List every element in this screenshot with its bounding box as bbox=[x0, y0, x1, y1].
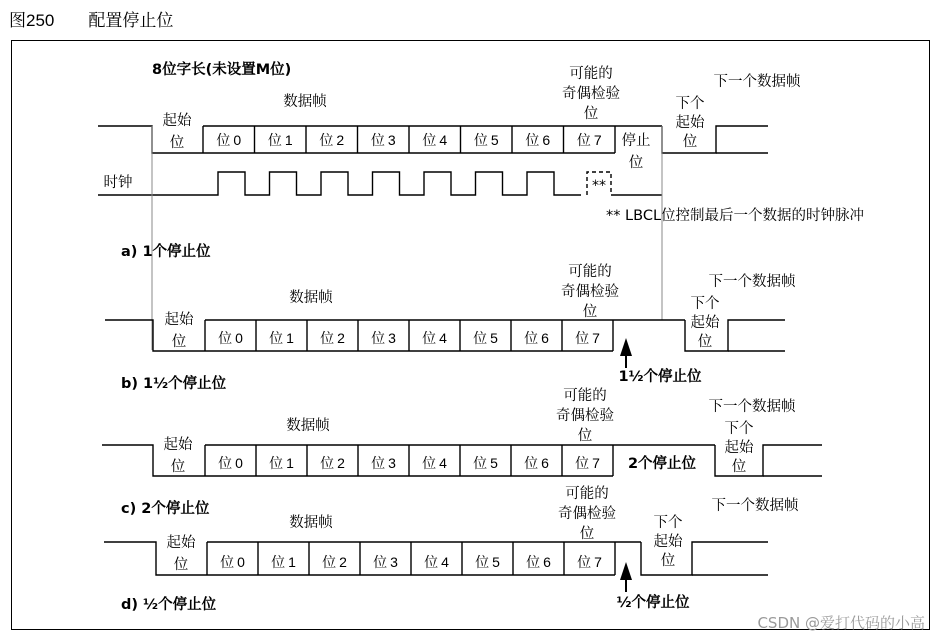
case-d-bit-5: 位 5 bbox=[475, 554, 500, 571]
case-a-next-start-label-line-0: 下个 bbox=[675, 96, 705, 112]
case-b-parity-label-line-0: 可能的 bbox=[568, 264, 612, 280]
case-b-data-frame-label: 数据帧 bbox=[289, 290, 333, 306]
case-a-next-frame-label: 下一个数据帧 bbox=[713, 74, 801, 90]
case-a-bit-5: 位 5 bbox=[473, 132, 499, 149]
case-a-bit-0: 位 0 bbox=[216, 132, 242, 149]
case-b-bit-4: 位 4 bbox=[422, 330, 447, 347]
figure-name: 配置停止位 bbox=[88, 11, 174, 31]
case-c-next-start-label-line-0: 下个 bbox=[724, 421, 754, 437]
case-a-next-start-label-line-1: 起始 bbox=[675, 115, 705, 131]
case-c-bit-2: 位 2 bbox=[320, 455, 345, 472]
case-c-parity-label-line-2: 位 bbox=[577, 428, 593, 444]
case-d-stop-label: ½个停止位 bbox=[616, 595, 690, 611]
case-d-next-frame-label: 下一个数据帧 bbox=[711, 498, 799, 514]
case-b-start-label-line-1: 位 bbox=[171, 334, 187, 350]
lbcl-note: ** LBCL位控制最后一个数据的时钟脉冲 bbox=[605, 208, 865, 224]
case-c-start-label-line-0: 起始 bbox=[163, 437, 193, 453]
case-d-parity-label-line-0: 可能的 bbox=[565, 486, 609, 502]
case-b-stop-label: 1½个停止位 bbox=[618, 369, 702, 385]
case-b-next-start-label-line-2: 位 bbox=[697, 334, 713, 350]
case-d-start-label-line-1: 位 bbox=[173, 557, 189, 573]
case-a-start-label-line-1: 位 bbox=[169, 135, 185, 151]
case-d-bit-1: 位 1 bbox=[271, 554, 296, 571]
case-c-parity-label-line-1: 奇偶检验 bbox=[556, 408, 614, 424]
case-a-data-frame-label: 数据帧 bbox=[283, 94, 327, 110]
case-a-bit-3: 位 3 bbox=[370, 132, 396, 149]
clock-label: 时钟 bbox=[103, 175, 133, 191]
case-b-bit-3: 位 3 bbox=[371, 330, 396, 347]
case-b-bit-0: 位 0 bbox=[218, 330, 243, 347]
case-c-next-frame-label: 下一个数据帧 bbox=[708, 399, 796, 415]
case-c-bit-1: 位 1 bbox=[269, 455, 294, 472]
case-d-bit-6: 位 6 bbox=[526, 554, 551, 571]
case-c-caption: c) 2个停止位 bbox=[121, 501, 210, 517]
case-a-bit-6: 位 6 bbox=[525, 132, 551, 149]
clock-lbcl-marker: ** bbox=[592, 178, 606, 194]
case-c-bit-0: 位 0 bbox=[218, 455, 243, 472]
case-a-next-start-label-line-2: 位 bbox=[682, 134, 698, 150]
case-c-next-start-label-line-1: 起始 bbox=[724, 440, 754, 456]
case-c-start-label-line-1: 位 bbox=[170, 459, 186, 475]
section-title: 8位字长(未设置M位) bbox=[152, 62, 292, 78]
case-c-parity-label-line-0: 可能的 bbox=[563, 388, 607, 404]
case-b-caption: b) 1½个停止位 bbox=[121, 376, 227, 392]
case-a-parity-label-line-1: 奇偶检验 bbox=[562, 86, 620, 102]
watermark: CSDN @爱打代码的小高 bbox=[757, 614, 925, 632]
case-a-bit-2: 位 2 bbox=[319, 132, 345, 149]
case-b-next-start-label-line-0: 下个 bbox=[690, 296, 720, 312]
case-a-parity-label-line-0: 可能的 bbox=[569, 66, 613, 82]
case-d-data-frame-label: 数据帧 bbox=[289, 515, 333, 531]
case-a-stop-label-line-0: 停止 bbox=[621, 133, 651, 149]
case-b-bit-2: 位 2 bbox=[320, 330, 345, 347]
case-c-bit-5: 位 5 bbox=[473, 455, 498, 472]
case-a-start-edge bbox=[98, 126, 203, 153]
case-a-stop-label-line-1: 位 bbox=[628, 155, 644, 171]
case-d-next-start-label-line-2: 位 bbox=[660, 553, 676, 569]
case-a-bit-1: 位 1 bbox=[267, 132, 293, 149]
case-b-parity-label-line-2: 位 bbox=[582, 304, 598, 320]
case-c-bit-7: 位 7 bbox=[575, 455, 600, 472]
case-c-next-start-label-line-2: 位 bbox=[731, 459, 747, 475]
case-b-bit-6: 位 6 bbox=[524, 330, 549, 347]
case-b-stop-arrow-head bbox=[620, 338, 632, 356]
case-a-bit-7: 位 7 bbox=[576, 132, 602, 149]
case-d-bit-0: 位 0 bbox=[220, 554, 245, 571]
case-c-data-frame-label: 数据帧 bbox=[286, 418, 330, 434]
case-d-bit-4: 位 4 bbox=[424, 554, 449, 571]
case-d-parity-label-line-2: 位 bbox=[579, 526, 595, 542]
case-a-caption: a) 1个停止位 bbox=[121, 244, 211, 260]
case-b-bit-1: 位 1 bbox=[269, 330, 294, 347]
case-b-start-label-line-0: 起始 bbox=[164, 312, 194, 328]
case-c-bit-3: 位 3 bbox=[371, 455, 396, 472]
case-b-parity-label-line-1: 奇偶检验 bbox=[561, 284, 619, 300]
case-a-bit-4: 位 4 bbox=[422, 132, 448, 149]
case-c-bit-6: 位 6 bbox=[524, 455, 549, 472]
clock-waveform bbox=[98, 172, 581, 195]
case-b-bit-5: 位 5 bbox=[473, 330, 498, 347]
case-c-bit-4: 位 4 bbox=[422, 455, 447, 472]
case-b-next-start-label-line-1: 起始 bbox=[690, 315, 720, 331]
case-d-start-label-line-0: 起始 bbox=[166, 535, 196, 551]
case-c-stop-label: 2个停止位 bbox=[627, 456, 697, 472]
case-b-next-frame-label: 下一个数据帧 bbox=[708, 274, 796, 290]
figure-number: 图250 bbox=[9, 11, 55, 30]
case-d-bit-2: 位 2 bbox=[322, 554, 347, 571]
case-d-next-start-label-line-0: 下个 bbox=[653, 515, 683, 531]
case-d-parity-label-line-1: 奇偶检验 bbox=[558, 506, 616, 522]
case-d-next-start-label-line-1: 起始 bbox=[653, 534, 683, 550]
case-a-parity-label-line-2: 位 bbox=[583, 106, 599, 122]
case-a-start-label-line-0: 起始 bbox=[162, 113, 192, 129]
case-d-bit-7: 位 7 bbox=[577, 554, 602, 571]
case-d-caption: d) ½个停止位 bbox=[121, 597, 217, 613]
case-d-stop-arrow-head bbox=[620, 562, 632, 580]
case-b-bit-7: 位 7 bbox=[575, 330, 600, 347]
case-d-bit-3: 位 3 bbox=[373, 554, 398, 571]
